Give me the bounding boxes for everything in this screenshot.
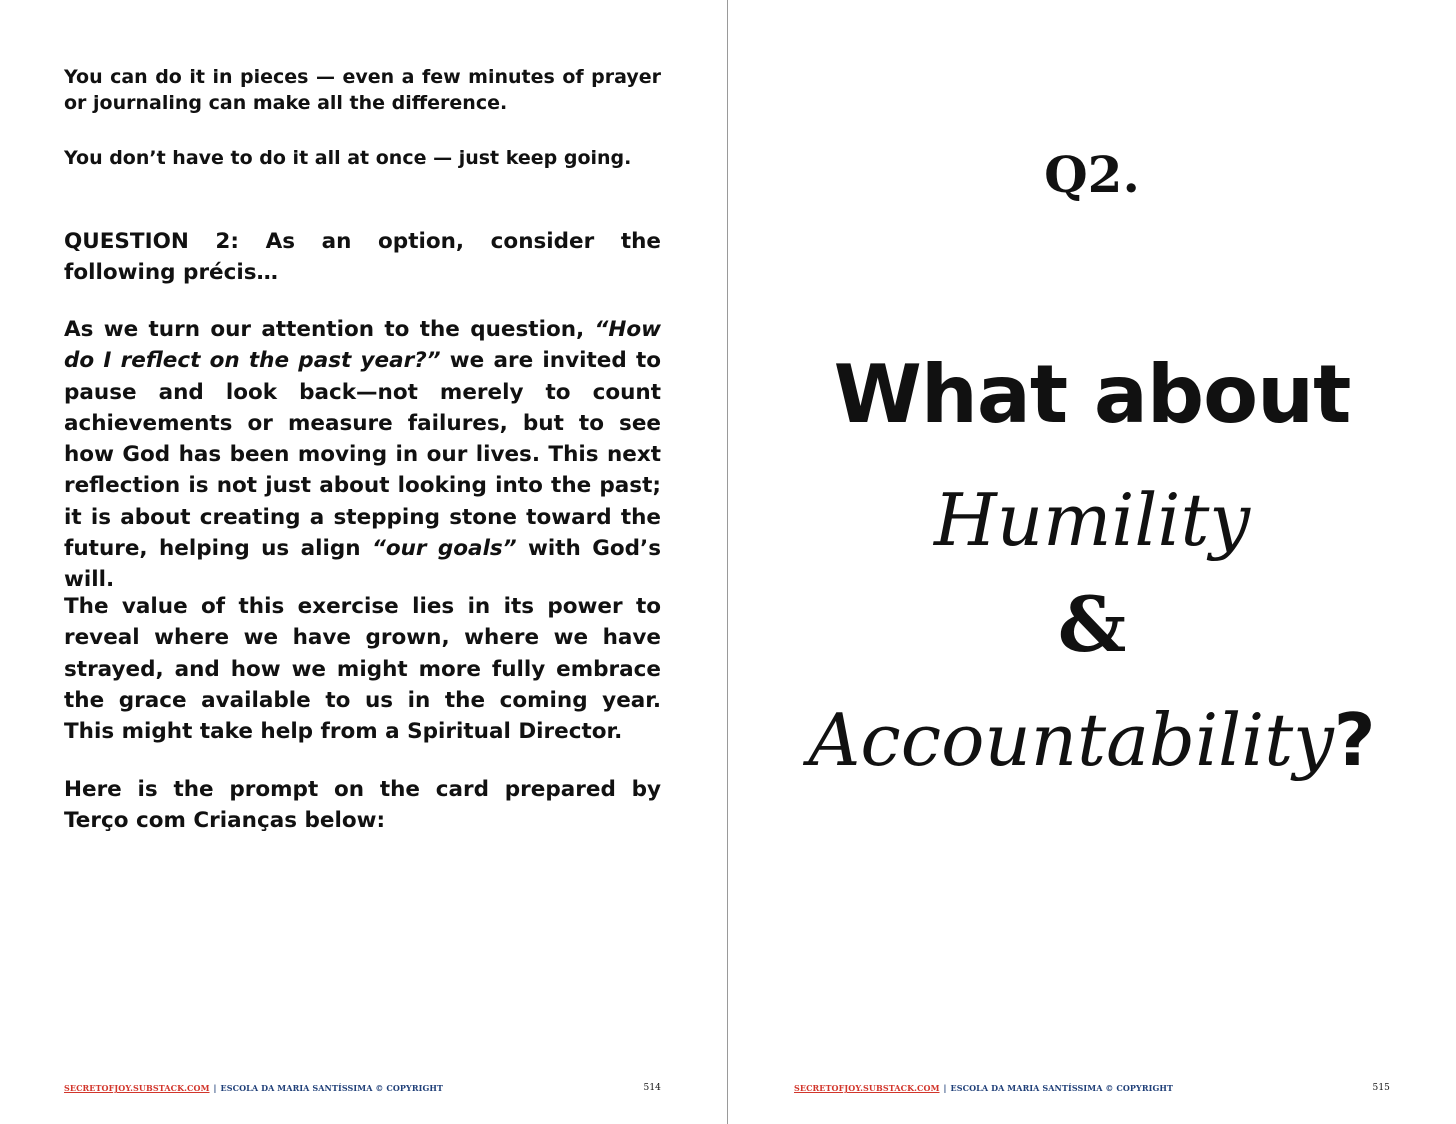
prompt-paragraph: Here is the prompt on the card prepared by Terço com Crianças below: xyxy=(64,777,661,834)
title-ampersand: & xyxy=(1057,580,1127,669)
page-number: 515 xyxy=(1372,1083,1390,1093)
question-label: Q2. xyxy=(1044,145,1140,204)
page-number: 514 xyxy=(643,1083,661,1093)
footer-site-link[interactable]: SECRETOFJOY.SUBSTACK.COM xyxy=(794,1083,940,1093)
accountability-word: Accountability xyxy=(808,698,1334,782)
footer-separator: | xyxy=(943,1083,947,1093)
intro-paragraph: You can do it in pieces — even a few minutes of prayer or journaling can make all the difference. xyxy=(64,66,661,114)
value-paragraph: The value of this exercise lies in its power to reveal where we have grown, where we have strayed, and how we might more fully embrace the grace available to us in the coming year. This might take help from a Spiritual Director. xyxy=(64,594,661,745)
left-page xyxy=(0,0,727,1124)
encouragement-paragraph: You don’t have to do it all at once — just keep going. xyxy=(64,147,632,169)
reflection-paragraph xyxy=(64,314,661,596)
reflection-lead: As we turn our attention to the question, xyxy=(64,317,595,342)
page-footer xyxy=(64,1081,661,1095)
question-heading: QUESTION 2: As an option, consider the following précis… xyxy=(64,229,661,286)
reflection-middle: we are invited to pause and look back—not merely to count achievements or measure failures, but to see how God has been moving in our lives. This next reflection is not just about looking into the past; it is about creating a stepping stone toward the future, helping us align xyxy=(64,348,661,562)
reflection-tail: with God’s will. xyxy=(64,536,661,593)
page-footer xyxy=(794,1081,1390,1095)
reflection-quote: “How do I reflect on the past year?” xyxy=(64,317,661,374)
right-page xyxy=(728,0,1456,1124)
title-line-what-about: What about xyxy=(833,348,1351,441)
footer-copyright: ESCOLA DA MARIA SANTÍSSIMA © COPYRIGHT xyxy=(220,1083,444,1093)
goals-quote: “our goals” xyxy=(371,536,517,562)
footer-copyright: ESCOLA DA MARIA SANTÍSSIMA © COPYRIGHT xyxy=(950,1083,1174,1093)
footer-site-link[interactable]: SECRETOFJOY.SUBSTACK.COM xyxy=(64,1083,210,1093)
title-line-humility: Humility xyxy=(933,478,1251,562)
title-line-accountability xyxy=(728,690,1456,790)
footer-separator: | xyxy=(213,1083,217,1093)
question-mark: ? xyxy=(1333,698,1376,782)
